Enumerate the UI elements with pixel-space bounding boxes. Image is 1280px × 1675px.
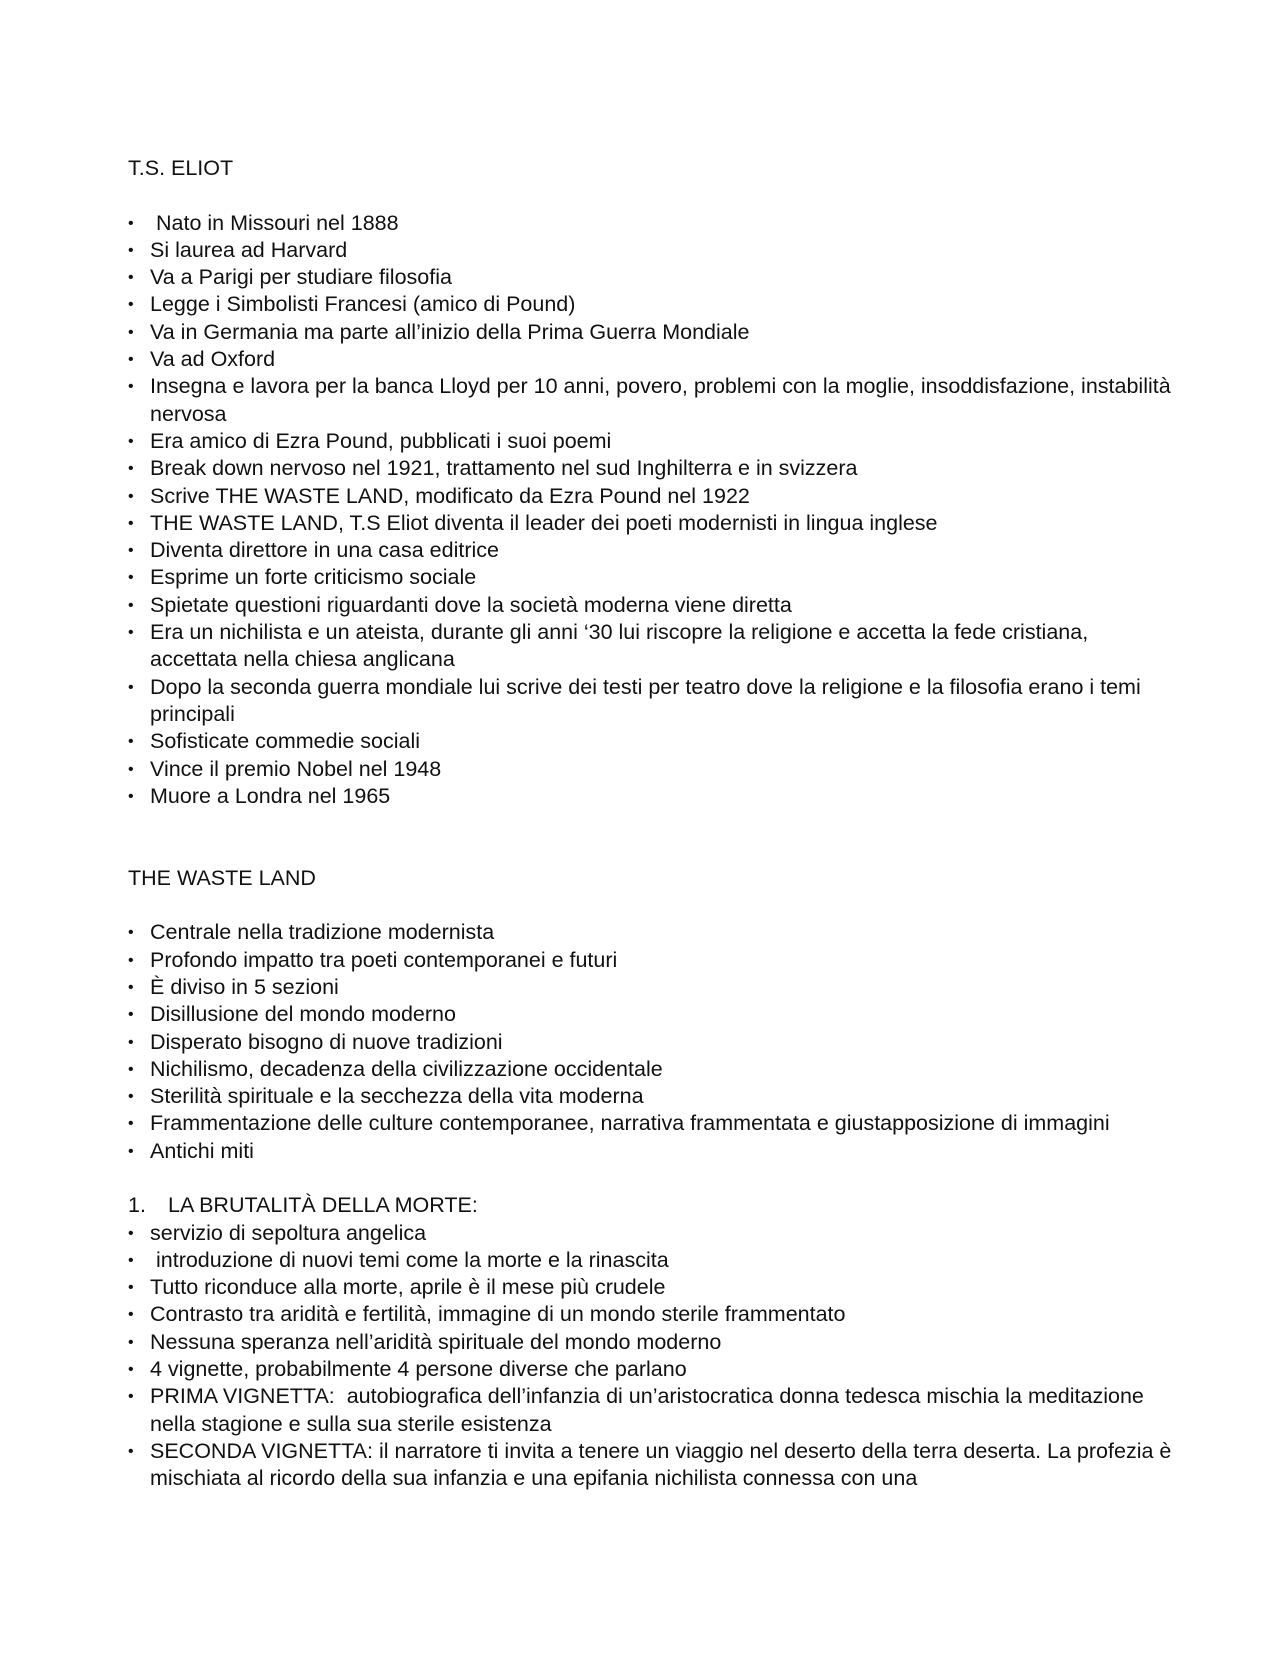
list-item-text: Disperato bisogno di nuove tradizioni bbox=[150, 1029, 503, 1054]
list-item bbox=[128, 592, 1178, 619]
list-item bbox=[128, 1383, 1178, 1438]
list-item bbox=[128, 728, 1178, 755]
list-item-text: Muore a Londra nel 1965 bbox=[150, 783, 391, 808]
list-item bbox=[128, 455, 1178, 482]
list-item bbox=[128, 783, 1178, 810]
list-item-text: PRIMA VIGNETTA: autobiografica dell’infanzia di un’aristocratica donna tedesca mischia la meditazione nella stagione e sulla sua sterile esistenza bbox=[150, 1384, 1150, 1436]
spacer bbox=[128, 1165, 1178, 1192]
bullet-icon: • bbox=[128, 1224, 134, 1242]
list-item-text: Disillusione del mondo moderno bbox=[150, 1002, 456, 1027]
list-item bbox=[128, 1056, 1178, 1083]
list-item bbox=[128, 510, 1178, 537]
bullet-icon: • bbox=[128, 1442, 134, 1460]
list-item-text: Sterilità spirituale e la secchezza della vita moderna bbox=[150, 1084, 644, 1109]
list-item bbox=[128, 428, 1178, 455]
list-item bbox=[128, 537, 1178, 564]
spacer bbox=[128, 810, 1178, 865]
list-item bbox=[128, 1247, 1178, 1274]
spacer bbox=[128, 182, 1178, 209]
list-item bbox=[128, 291, 1178, 318]
heading-waste-land: THE WASTE LAND bbox=[128, 865, 316, 890]
list-item-text: THE WASTE LAND, T.S Eliot diventa il leader dei poeti modernisti in lingua inglese bbox=[150, 510, 938, 535]
list-item-text: Profondo impatto tra poeti contemporanei e futuri bbox=[150, 947, 618, 972]
list-item-text: Nato in Missouri nel 1888 bbox=[150, 210, 399, 235]
bullet-icon: • bbox=[128, 760, 134, 778]
list-item bbox=[128, 919, 1178, 946]
list-item bbox=[128, 1029, 1178, 1056]
list-item bbox=[128, 373, 1178, 428]
list-item-text: 4 vignette, probabilmente 4 persone diverse che parlano bbox=[150, 1357, 687, 1382]
bullet-icon: • bbox=[128, 1142, 134, 1160]
list-item bbox=[128, 210, 1178, 237]
list-item bbox=[128, 1083, 1178, 1110]
list-item bbox=[128, 1001, 1178, 1028]
list-item bbox=[128, 1110, 1178, 1137]
bullet-icon: • bbox=[128, 787, 134, 805]
bullet-icon: • bbox=[128, 460, 134, 478]
document-content bbox=[128, 155, 1178, 1493]
list-item-text: Antichi miti bbox=[150, 1138, 254, 1163]
bullet-icon: • bbox=[128, 269, 134, 287]
list-item bbox=[128, 1138, 1178, 1165]
list-item bbox=[128, 674, 1178, 729]
brutality-list bbox=[128, 1220, 1178, 1493]
list-item-text: Diventa direttore in una casa editrice bbox=[150, 538, 499, 563]
list-item bbox=[128, 237, 1178, 264]
heading-section-1 bbox=[128, 1192, 1178, 1219]
list-item bbox=[128, 947, 1178, 974]
bullet-icon: • bbox=[128, 296, 134, 314]
list-item-text: Contrasto tra aridità e fertilità, immagine di un mondo sterile frammentato bbox=[150, 1302, 846, 1327]
list-item-text: Spietate questioni riguardanti dove la società moderna viene diretta bbox=[150, 592, 792, 617]
list-item bbox=[128, 619, 1178, 674]
bullet-icon: • bbox=[128, 1279, 134, 1297]
list-item-text: Frammentazione delle culture contemporanee, narrativa frammentata e giustapposizione di immagini bbox=[150, 1111, 1110, 1136]
list-item-text: Si laurea ad Harvard bbox=[150, 237, 348, 262]
list-item-text: Nessuna speranza nell’aridità spirituale del mondo moderno bbox=[150, 1329, 722, 1354]
list-item-text: Scrive THE WASTE LAND, modificato da Ezra Pound nel 1922 bbox=[150, 483, 750, 508]
list-item-text: SECONDA VIGNETTA: il narratore ti invita a tenere un viaggio nel deserto della terra deserta. La profezia è mischiata al ricordo della sua infanzia e una epifania nichilista connessa con una bbox=[150, 1438, 1178, 1491]
bullet-icon: • bbox=[128, 1306, 134, 1324]
section-title: LA BRUTALITÀ DELLA MORTE: bbox=[168, 1193, 478, 1218]
heading-ts-eliot: T.S. ELIOT bbox=[128, 156, 234, 180]
bullet-icon: • bbox=[128, 542, 134, 560]
list-item bbox=[128, 1274, 1178, 1301]
list-item bbox=[128, 974, 1178, 1001]
list-item-text: introduzione di nuovi temi come la morte e la rinascita bbox=[150, 1247, 669, 1272]
list-item-text: Sofisticate commedie sociali bbox=[150, 729, 421, 754]
bullet-icon: • bbox=[128, 624, 134, 642]
bullet-icon: • bbox=[128, 1088, 134, 1106]
bullet-icon: • bbox=[128, 1333, 134, 1351]
waste-land-list bbox=[128, 919, 1178, 1165]
bullet-icon: • bbox=[128, 214, 134, 232]
list-item-text: Era un nichilista e un ateista, durante gli anni ‘30 lui riscopre la religione e accetta la fede cristiana, accettata nella chiesa anglicana bbox=[150, 620, 1095, 672]
bullet-icon: • bbox=[128, 487, 134, 505]
list-item bbox=[128, 756, 1178, 783]
bullet-icon: • bbox=[128, 1060, 134, 1078]
list-item bbox=[128, 564, 1178, 591]
list-item-text: Centrale nella tradizione modernista bbox=[150, 920, 495, 945]
bullet-icon: • bbox=[128, 1388, 134, 1406]
list-item-text: Va a Parigi per studiare filosofia bbox=[150, 265, 452, 290]
list-item-text: Nichilismo, decadenza della civilizzazione occidentale bbox=[150, 1056, 663, 1081]
section-number: 1. bbox=[128, 1193, 146, 1218]
list-item bbox=[128, 264, 1178, 291]
spacer bbox=[128, 892, 1178, 919]
list-item-text: Break down nervoso nel 1921, trattamento nel sud Inghilterra e in svizzera bbox=[150, 456, 858, 481]
list-item-text: Va in Germania ma parte all’inizio della Prima Guerra Mondiale bbox=[150, 319, 750, 344]
bullet-icon: • bbox=[128, 351, 134, 369]
bullet-icon: • bbox=[128, 678, 134, 696]
bullet-icon: • bbox=[128, 733, 134, 751]
bullet-icon: • bbox=[128, 378, 134, 396]
bullet-icon: • bbox=[128, 323, 134, 341]
list-item-text: Vince il premio Nobel nel 1948 bbox=[150, 756, 442, 781]
list-item-text: È diviso in 5 sezioni bbox=[150, 974, 339, 999]
list-item-text: Va ad Oxford bbox=[150, 347, 276, 372]
bullet-icon: • bbox=[128, 514, 134, 532]
bullet-icon: • bbox=[128, 1006, 134, 1024]
list-item-text: Insegna e lavora per la banca Lloyd per 10 anni, povero, problemi con la moglie, insoddisfazione, instabilità nervosa bbox=[150, 374, 1177, 426]
bullet-icon: • bbox=[128, 432, 134, 450]
bullet-icon: • bbox=[128, 1361, 134, 1379]
list-item-text: Tutto riconduce alla morte, aprile è il mese più crudele bbox=[150, 1275, 666, 1300]
list-item bbox=[128, 1301, 1178, 1328]
list-item-text: Esprime un forte criticismo sociale bbox=[150, 565, 477, 590]
bullet-icon: • bbox=[128, 951, 134, 969]
eliot-bio-list bbox=[128, 210, 1178, 811]
list-item-text: Era amico di Ezra Pound, pubblicati i suoi poemi bbox=[150, 428, 612, 453]
list-item bbox=[128, 346, 1178, 373]
bullet-icon: • bbox=[128, 569, 134, 587]
list-item-text: servizio di sepoltura angelica bbox=[150, 1220, 427, 1245]
bullet-icon: • bbox=[128, 1115, 134, 1133]
list-item bbox=[128, 1438, 1178, 1493]
list-item-text: Legge i Simbolisti Francesi (amico di Pound) bbox=[150, 292, 576, 317]
list-item bbox=[128, 1329, 1178, 1356]
list-item bbox=[128, 319, 1178, 346]
list-item-text: Dopo la seconda guerra mondiale lui scrive dei testi per teatro dove la religione e la filosofia erano i temi principali bbox=[150, 674, 1147, 726]
bullet-icon: • bbox=[128, 1251, 134, 1269]
bullet-icon: • bbox=[128, 596, 134, 614]
bullet-icon: • bbox=[128, 978, 134, 996]
bullet-icon: • bbox=[128, 924, 134, 942]
list-item bbox=[128, 1356, 1178, 1383]
bullet-icon: • bbox=[128, 1033, 134, 1051]
list-item bbox=[128, 483, 1178, 510]
list-item bbox=[128, 1220, 1178, 1247]
bullet-icon: • bbox=[128, 241, 134, 259]
